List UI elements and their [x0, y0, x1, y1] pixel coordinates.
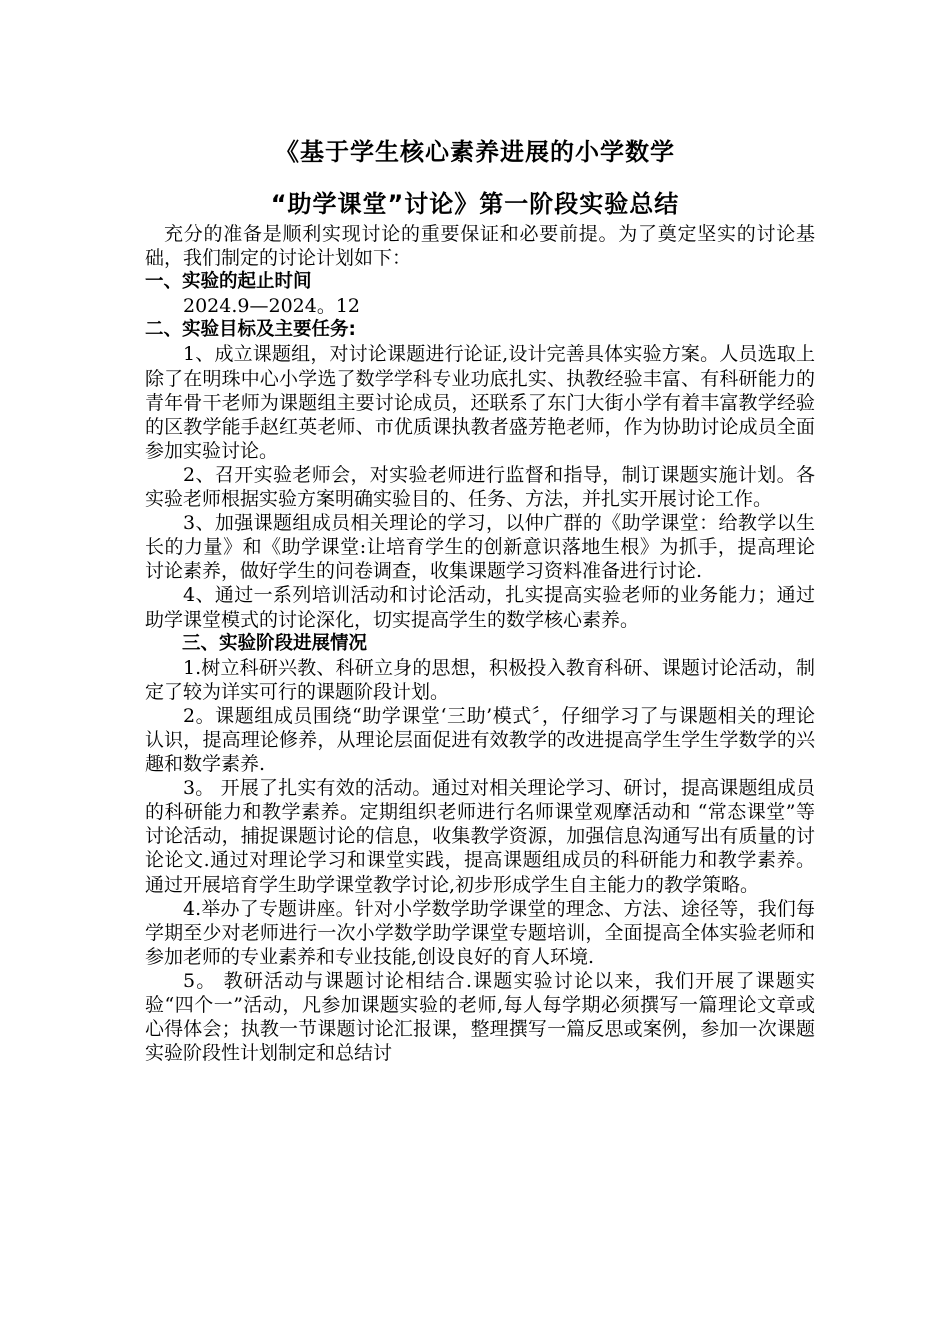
section-3-item-2: 2。课题组成员围绕“助学课堂‘三助’模式〞，仔细学习了与课题相关的理论认识，提高理论修养，从理论层面促进有效教学的改进提高学生学生学数学的兴趣和数学素养.	[145, 704, 815, 776]
section-3-item-4: 4.举办了专题讲座。针对小学数学助学课堂的理念、方法、途径等，我们每学期至少对老师进行一次小学数学助学课堂专题培训，全面提高全体实验老师和参加老师的专业素养和专业技能,创设良好的育人环境.	[145, 897, 815, 968]
section-1-heading: 一、实验的起止时间	[145, 271, 312, 293]
document-body	[145, 222, 815, 1065]
section-3-item-1: 1.树立科研兴教、科研立身的思想，积极投入教育科研、课题讨论活动，制定了较为详实可行的课题阶段计划。	[145, 656, 815, 703]
intro-paragraph: 充分的准备是顺利实现讨论的重要保证和必要前提。为了奠定坚实的讨论基础，我们制定的讨论计划如下：	[145, 223, 815, 270]
section-2-item-1: 1、成立课题组，对讨论课题进行论证,设计完善具体实验方案。人员选取上除了在明珠中心小学选了数学学科专业功底扎实、执教经验丰富、有科研能力的青年骨干老师为课题组主要讨论成员，还联系了东门大街小学有着丰富教学经验的区教学能手赵红英老师、市优质课执教者盛芳艳老师，作为协助讨论成员全面参加实验讨论。	[145, 343, 815, 462]
section-2-item-4: 4、通过一系列培训活动和讨论活动，扎实提高实验老师的业务能力；通过助学课堂模式的讨论深化，切实提高学生的数学核心素养。	[145, 584, 815, 631]
section-2-item-3: 3、加强课题组成员相关理论的学习，以仲广群的《助学课堂：给教学以生长的力量》和《助学课堂:让培育学生的创新意识落地生根》为抓手，提高理论讨论素养，做好学生的问卷调查，收集课题学习资料准备进行讨论.	[145, 512, 815, 583]
section-3-heading: 三、实验阶段进展情况	[182, 632, 368, 654]
section-3-item-5: 5。 教研活动与课题讨论相结合.课题实验讨论以来，我们开展了课题实验“四个一”活动，凡参加课题实验的老师,每人每学期必须撰写一篇理论文章或心得体会；执教一节课题讨论汇报课，整理撰写一篇反思或案例，参加一次课题实验阶段性计划制定和总结讨	[145, 969, 815, 1065]
section-3-item-3: 3。 开展了扎实有效的活动。通过对相关理论学习、研讨，提高课题组成员的科研能力和教学素养。定期组织老师进行名师课堂观摩活动和 “常态课堂”等讨论活动，捕捉课题讨论的信息，收集教学资源，加强信息沟通写出有质量的讨论论文.通过对理论学习和课堂实践，提高课题组成员的科研能力和教学素养。通过开展培育学生助学课堂教学讨论,初步形成学生自主能力的教学策略。	[145, 777, 815, 896]
section-2-item-2: 2、召开实验老师会，对实验老师进行监督和指导，制订课题实施计划。各实验老师根据实验方案明确实验目的、任务、方法，并扎实开展讨论工作。	[145, 463, 815, 511]
document-title-line-1: 《基于学生核心素养进展的小学数学	[275, 138, 675, 166]
document-title-line-2: “助学课堂”讨论》第一阶段实验总结	[270, 190, 680, 218]
section-2-heading: 二、实验目标及主要任务:	[145, 319, 356, 341]
experiment-period: 2024.9—2024。12	[183, 295, 361, 318]
